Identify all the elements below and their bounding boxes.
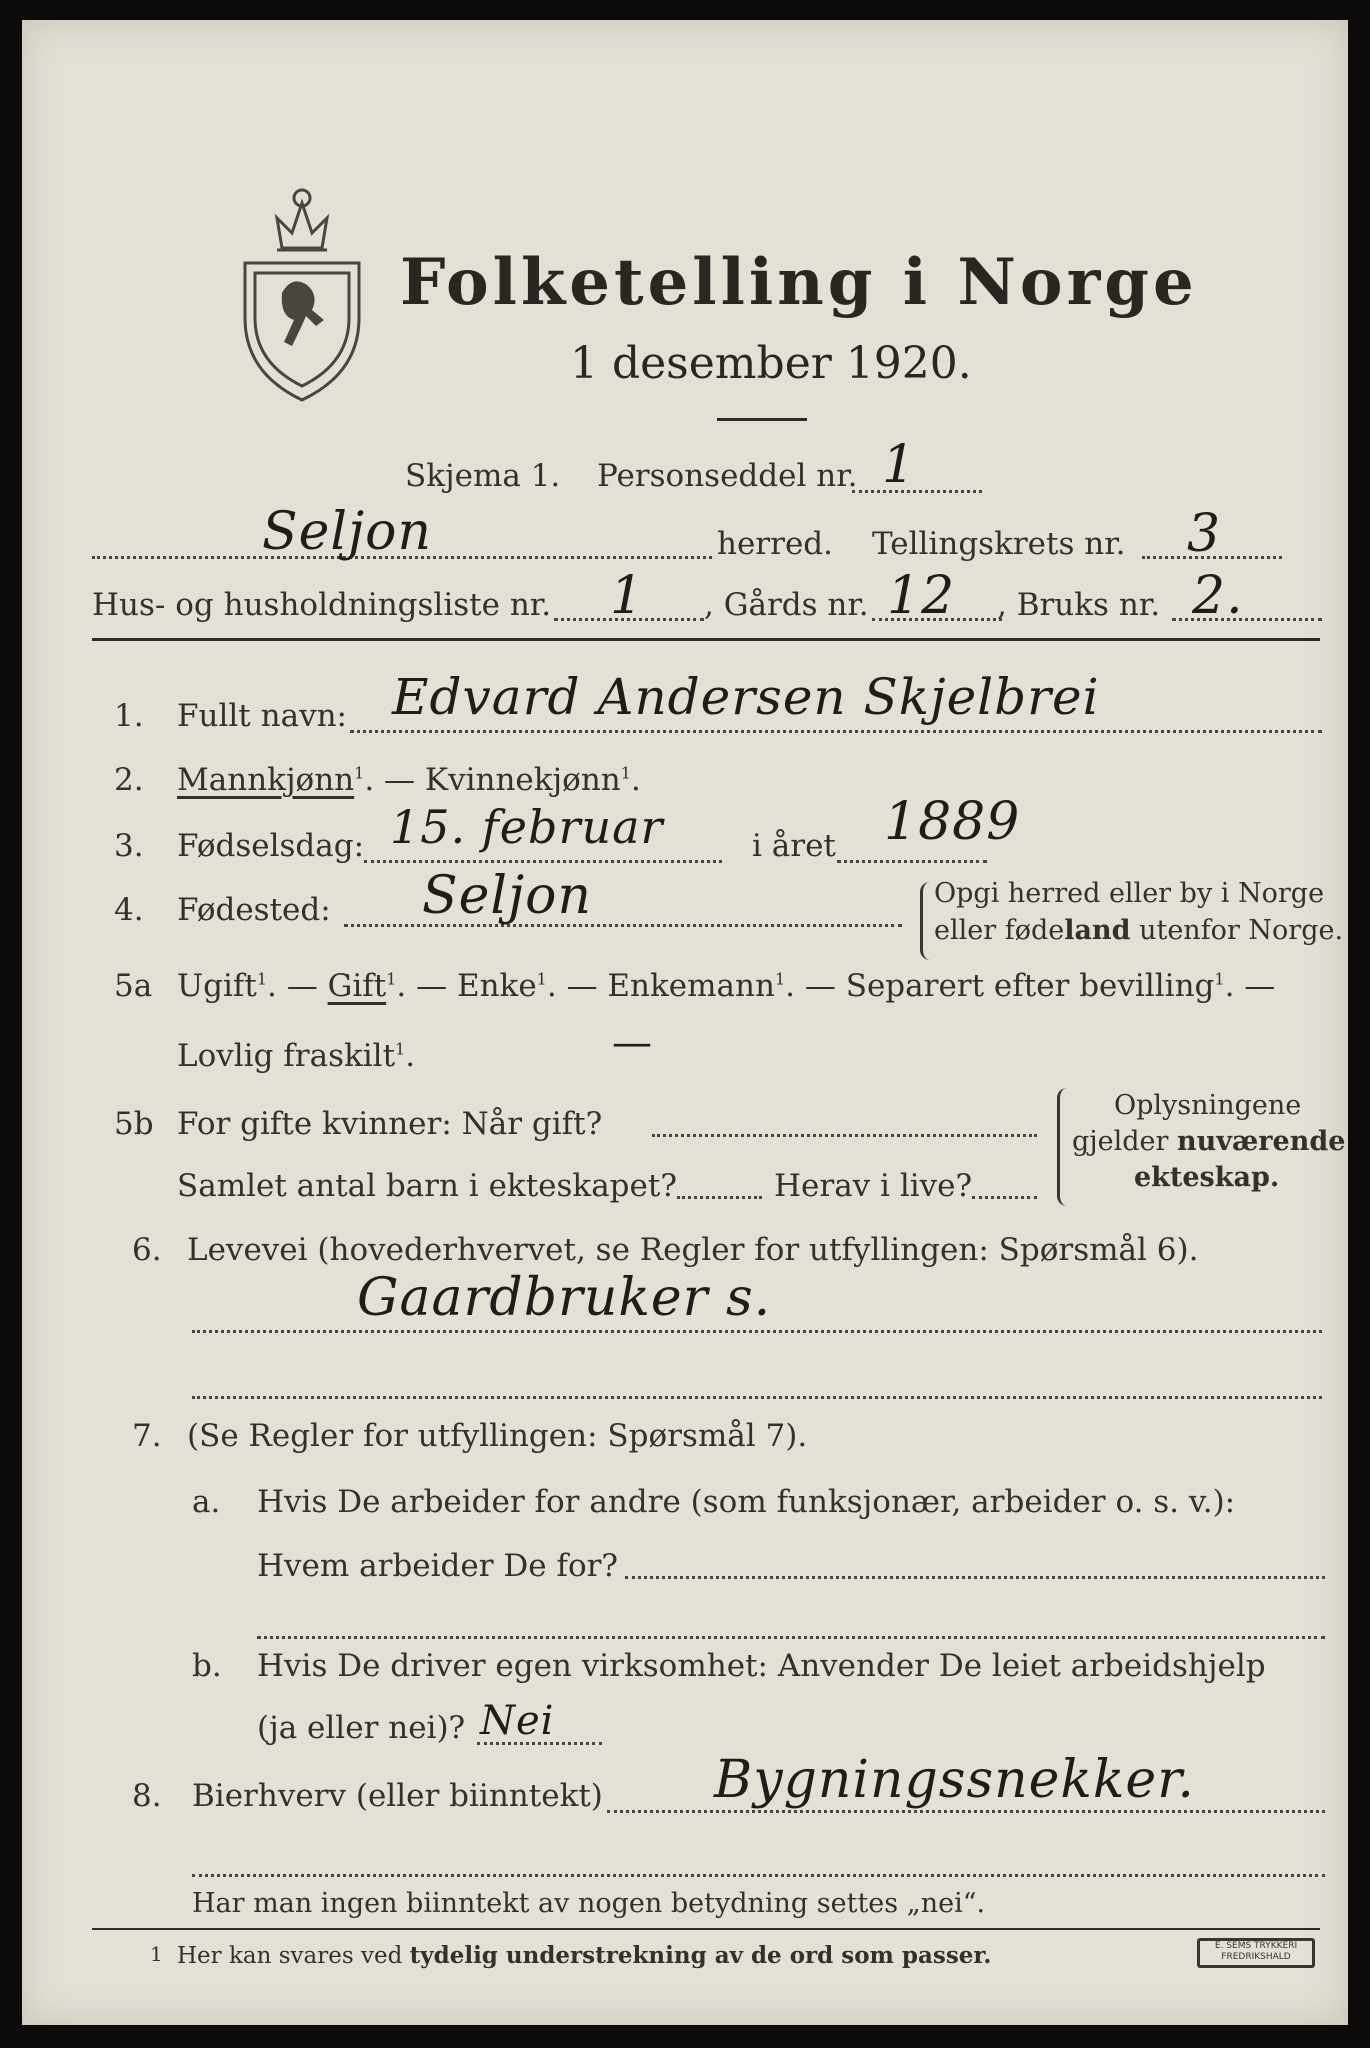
q3-label: Fødselsdag: [177,828,365,864]
tellingskrets-value[interactable]: 3 [1187,504,1222,564]
census-date: 1 desember 1920. [570,338,972,389]
q4-note-text-a: eller føde [934,915,1065,946]
skjema-label: Skjema 1. [405,458,561,494]
q7b-text: Hvis De driver egen virksomhet: Anvender De leiet arbeidshjelp [257,1648,1266,1684]
q5a-footnote-mark-4: 1 [774,969,786,989]
q5a-footnote-mark-5: 1 [1214,969,1225,989]
header-separator [92,638,1320,641]
bruks-value[interactable]: 2. [1192,566,1244,626]
husliste-value[interactable]: 1 [610,566,645,626]
q6-line-1 [192,1330,1322,1333]
norwegian-coat-of-arms [237,178,367,403]
q1-number: 1. [114,698,144,734]
q5b-children-line [677,1196,762,1199]
personseddel-line [852,490,982,493]
q4-label: Fødested: [177,892,331,928]
husliste-label: Hus- og husholdningsliste nr. [92,587,552,623]
herred-label: herred. [717,526,833,562]
q5a-pen-stroke: — [612,1020,653,1066]
q5a-marital-options [177,968,1275,1004]
q2-separator: . — [364,762,425,798]
q5b-line2: Samlet antal barn i ekteskapet? [177,1168,677,1204]
full-name-value[interactable]: Edvard Andersen Skjelbrei [392,668,1100,726]
title-divider [717,418,807,421]
option-gift[interactable]: Gift [327,968,387,1004]
q2-footnote-mark-2: 1 [620,763,631,783]
footnote-text [177,1942,991,1969]
q7a-question: Hvem arbeider De for? [257,1548,619,1584]
hired-help-value[interactable]: Nei [480,1698,555,1744]
q5a-fraskilt: Lovlig fraskilt$^1$. [177,1038,416,1074]
birthdate-value[interactable]: 15. februar [390,800,664,854]
q5a-footnote-mark-6: 1 [395,1039,406,1059]
tellingskrets-label: Tellingskrets nr. [872,526,1126,562]
side-income-value[interactable]: Bygningssnekker. [714,1750,1195,1810]
option-kvinnekjonn[interactable]: Kvinnekjønn [424,762,621,798]
q5a-dash-1: . — [267,968,328,1004]
bruks-label: , Bruks nr. [997,587,1161,623]
q2-gender-options [177,762,641,798]
q5b-note2-text: gjelder [1072,1126,1178,1157]
census-form-sheet [22,20,1348,2025]
q5a-footnote-mark-2: 1 [386,969,397,989]
q6-label: Levevei (hovederhvervet, se Regler for utfyllingen: Spørsmål 6). [187,1232,1199,1268]
q5b-note3: ekteskap. [1134,1162,1280,1193]
option-enke[interactable]: Enke [456,968,537,1004]
option-mannkjonn[interactable]: Mannkjønn [177,762,355,798]
occupation-value[interactable]: Gaardbruker s. [357,1268,772,1328]
gards-value[interactable]: 12 [887,566,956,626]
q1-line [350,730,1322,733]
personseddel-value[interactable]: 1 [882,435,917,495]
q8-line-1 [607,1810,1325,1813]
birthplace-value[interactable]: Seljon [422,866,592,926]
q5b-note1: Oplysningene [1114,1090,1302,1121]
q5a-number: 5a [114,968,153,1004]
q5a-dash-3: . — [546,968,608,1004]
q7a-letter: a. [192,1484,221,1520]
q4-note-brace [920,882,933,960]
q5b-married-line [652,1134,1037,1137]
q5b-note2-bold: nuværende [1177,1126,1346,1157]
option-ugift[interactable]: Ugift [177,968,257,1004]
q7b-question: (ja eller nei)? [257,1710,466,1746]
q3-number: 3. [114,828,144,864]
q1-label: Fullt navn: [177,698,347,734]
option-separert[interactable]: Separert efter bevilling [845,968,1215,1004]
q7-label: (Se Regler for utfyllingen: Spørsmål 7). [187,1418,808,1454]
q4-note-text-c: utenfor Norge. [1130,915,1344,946]
birthyear-value[interactable]: 1889 [884,792,1021,852]
q8-line-2 [192,1874,1325,1877]
q7a-line-2 [257,1636,1325,1639]
q4-number: 4. [114,892,144,928]
q5b-number: 5b [114,1106,154,1142]
q2-end: . [630,762,641,798]
q4-note-text-bold: land [1064,915,1131,946]
q7b-letter: b. [192,1648,222,1684]
form-title: Folketelling i Norge [400,245,1198,320]
q5b-alive-line [972,1196,1037,1199]
q3-year-line [837,860,987,863]
footnote-number: 1 [150,1942,163,1966]
personseddel-label: Personseddel nr. [597,458,858,494]
q3-year-label: i året [752,828,836,864]
footer-separator [92,1928,1320,1930]
q5a-footnote-mark-3: 1 [536,969,547,989]
q8-label: Bierhverv (eller biinntekt) [192,1778,603,1814]
q5b-herav: Herav i live? [774,1168,973,1204]
herred-value[interactable]: Seljon [262,502,432,562]
option-enkemann[interactable]: Enkemann [607,968,775,1004]
q7a-line-1 [625,1576,1325,1579]
q5b-note-brace [1057,1088,1070,1206]
q4-note-line2 [934,915,1343,946]
gards-label: , Gårds nr. [704,587,869,623]
q7-number: 7. [132,1418,162,1454]
q5a-dash-5: . — [1224,968,1276,1004]
footnote-text-bold: tydelig understrekning av de ord som passer. [409,1942,992,1969]
printer-stamp: E. SEMS TRYKKERI FREDRIKSHALD [1197,1938,1315,1968]
q5a-footnote-mark-1: 1 [256,969,268,989]
q2-footnote-mark: 1 [354,763,365,783]
q6-number: 6. [132,1232,162,1268]
q4-note-line1: Opgi herred eller by i Norge [934,878,1325,909]
q8-number: 8. [132,1778,162,1814]
q5a-dash-4: . — [785,968,846,1004]
q5b-note2 [1072,1126,1345,1157]
q3-date-line [364,860,722,863]
footnote-text-a: Her kan svares ved [177,1943,410,1969]
nei-note: Har man ingen biinntekt av nogen betydning settes „nei“. [192,1888,986,1919]
q6-line-2 [192,1396,1322,1399]
q7a-text: Hvis De arbeider for andre (som funksjonær, arbeider o. s. v.): [257,1484,1236,1520]
option-fraskilt[interactable]: Lovlig fraskilt [177,1038,396,1074]
q2-number: 2. [114,762,144,798]
q5b-line1: For gifte kvinner: Når gift? [177,1106,603,1142]
q5a-dash-2: . — [396,968,457,1004]
